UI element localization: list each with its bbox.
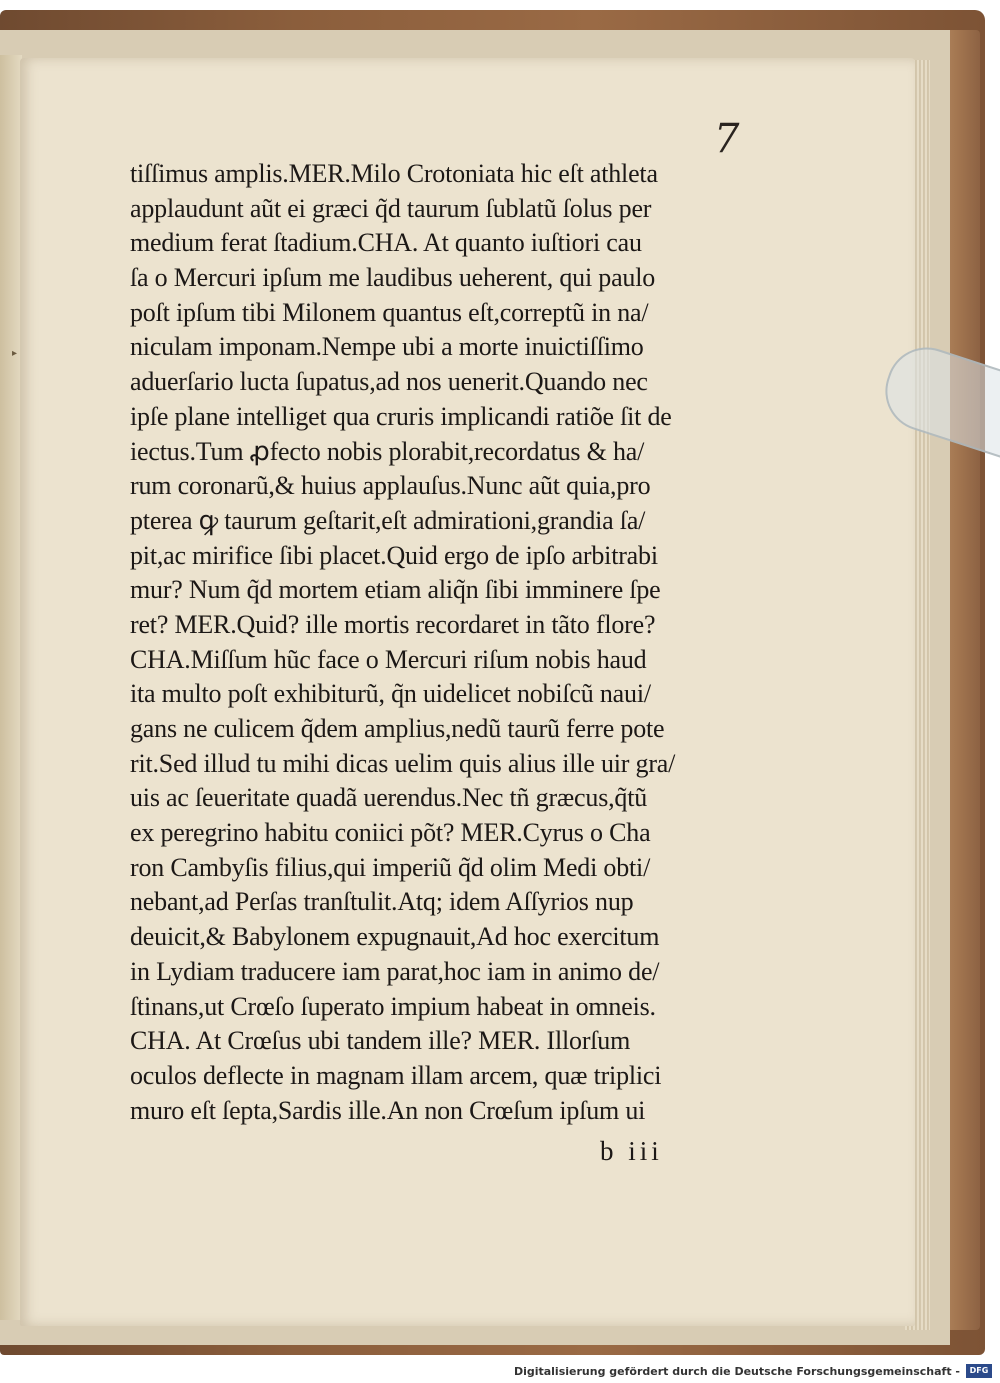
text-line: rum coronarũ,& huius applauſus.Nunc aũt quia,pro: [130, 471, 651, 501]
page-number: 7: [714, 116, 740, 162]
text-line: ſtinans,ut Crœſo ſuperato impium habeat in omneis.: [130, 991, 656, 1021]
text-line: pterea ꝙ taurum geſtarit,eſt admirationi,grandia ſa/: [130, 505, 646, 535]
page-text: [130, 157, 760, 1128]
text-line: ita multo poſt exhibiturũ, q̃n uidelicet nobiſcũ naui/: [130, 679, 651, 709]
text-line: tiſſimus amplis.MER.Milo Crotoniata hic eſt athleta: [130, 159, 658, 188]
digitization-credit: Digitalisierung gefördert durch die Deutsche Forschungsgemeinschaft -: [513, 1365, 960, 1378]
facing-page-edge: [0, 55, 22, 1320]
text-line: applaudunt aũt ei græci q̃d taurum ſublatũ ſolus per: [130, 193, 652, 223]
text-line: oculos deflecte in magnam illam arcem, quæ triplici: [130, 1060, 662, 1090]
text-line: deuicit,& Babylonem expugnauit,Ad hoc exercitum: [130, 922, 660, 952]
text-line: rit.Sed illud tu mihi dicas uelim quis alius ille uir gra/: [130, 748, 676, 778]
margin-mark-icon: ▸: [12, 348, 18, 359]
text-line: medium ferat ſtadium.CHA. At quanto iuſtiori cau: [130, 228, 642, 258]
text-line: ret? MER.Quid? ille mortis recordaret in tãto flore?: [130, 609, 656, 639]
text-line: ipſe plane intelliget qua cruris implicandi ratiõe ſit de: [130, 401, 672, 431]
text-line: mur? Num q̃d mortem etiam aliq̃n ſibi imminere ſpe: [130, 575, 661, 605]
text-line: aduerſario lucta ſupatus,ad nos uenerit.Quando nec: [130, 367, 648, 397]
text-line: CHA.Miſſum hũc face o Mercuri riſum nobis haud: [130, 644, 647, 674]
signature-mark: b iii: [600, 1136, 663, 1166]
text-line: muro eſt ſepta,Sardis ille.An non Crœſum ipſum ui: [130, 1095, 646, 1125]
text-line: gans ne culicem q̃dem amplius,nedũ taurũ ferre pote: [130, 714, 665, 743]
text-line: iectus.Tum ꝓfecto nobis plorabit,recordatus & ha/: [130, 436, 645, 466]
text-line: ex peregrino habitu coniici põt? MER.Cyrus o Cha: [130, 818, 651, 848]
text-line: CHA. At Crœſus ubi tandem ille? MER. Illorſum: [130, 1026, 631, 1056]
text-line: ſa o Mercuri ipſum me laudibus ueherent, qui paulo: [130, 263, 656, 293]
text-line: pit,ac mirifice ſibi placet.Quid ergo de ipſo arbitrabi: [130, 540, 658, 570]
text-line: poſt ipſum tibi Milonem quantus eſt,correptũ in na/: [130, 297, 649, 327]
text-line: in Lydiam traducere iam parat,hoc iam in animo de/: [130, 956, 660, 986]
text-line: nebant,ad Perſas tranſtulit.Atq; idem Aſſyrios nup: [130, 887, 634, 917]
dfg-logo: DFG: [966, 1364, 992, 1378]
text-line: niculam imponam.Nempe ubi a morte inuictiſſimo: [130, 332, 644, 362]
text-line: ron Cambyſis filius,qui imperiũ q̃d olim Medi obti/: [130, 852, 651, 882]
text-line: uis ac ſeueritate quadã uerendus.Nec tñ græcus,q̃tũ: [130, 783, 648, 813]
